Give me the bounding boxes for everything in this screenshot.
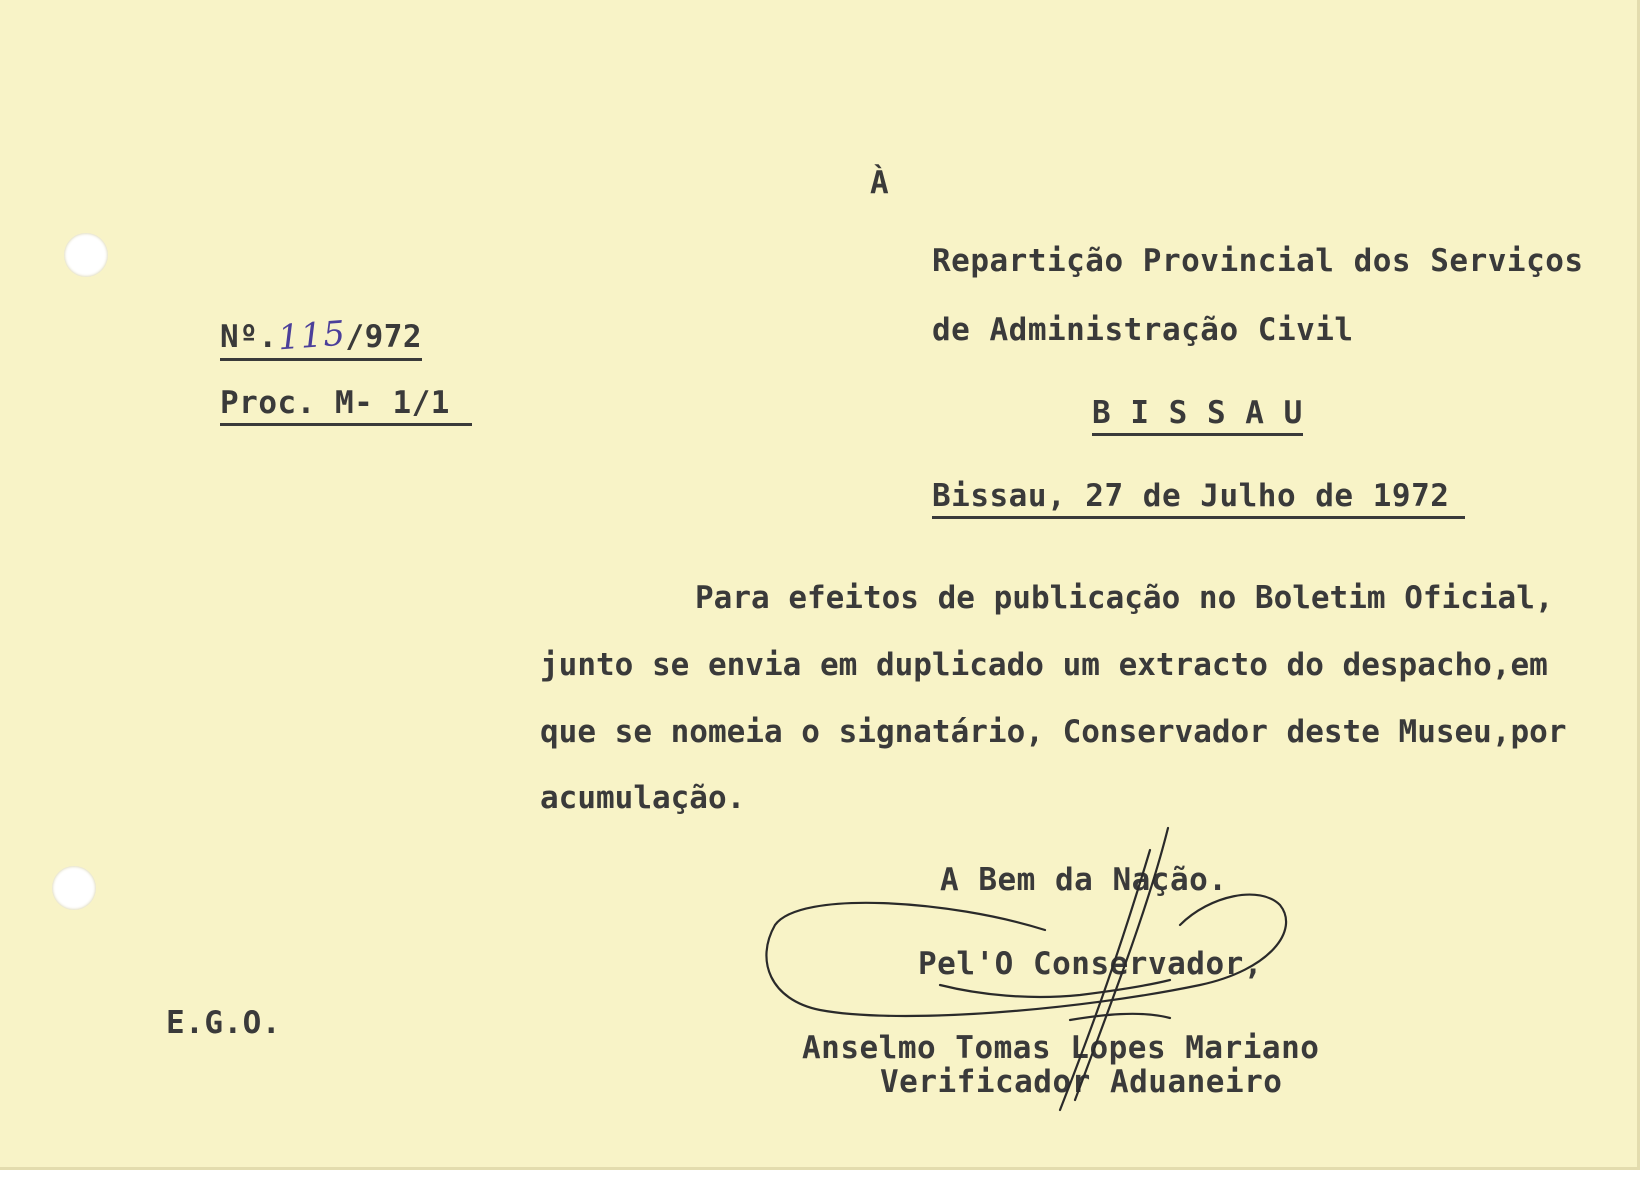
letter-date: Bissau, 27 de Julho de 1972: [932, 478, 1465, 519]
signer-title: Verificador Aduaneiro: [880, 1064, 1283, 1100]
signer-name: Anselmo Tomas Lopes Mariano: [802, 1030, 1320, 1066]
body-line-3: que se nomeia o signatário, Conservador deste Museu,por: [540, 714, 1567, 750]
body-line-4: acumulação.: [540, 780, 746, 816]
body-line-1: Para efeitos de publicação no Boletim Oficial,: [695, 580, 1554, 616]
typist-initials: E.G.O.: [166, 1005, 281, 1041]
reference-number-prefix: Nº.: [220, 319, 278, 355]
addressee-line-2: de Administração Civil: [932, 312, 1354, 348]
addressee-prefix: À: [870, 165, 890, 201]
reference-number-suffix: /972: [345, 319, 423, 355]
process-number: Proc. M- 1/1: [220, 385, 472, 426]
closing-salutation: A Bem da Nação.: [940, 862, 1228, 898]
addressee-line-1: Repartição Provincial dos Serviços: [932, 243, 1584, 279]
body-line-2: junto se envia em duplicado um extracto do despacho,em: [540, 647, 1548, 683]
reference-number-handwritten: 115: [276, 313, 347, 359]
closing-on-behalf: Pel'O Conservador,: [918, 946, 1263, 982]
addressee-city: B I S S A U: [1092, 395, 1303, 436]
